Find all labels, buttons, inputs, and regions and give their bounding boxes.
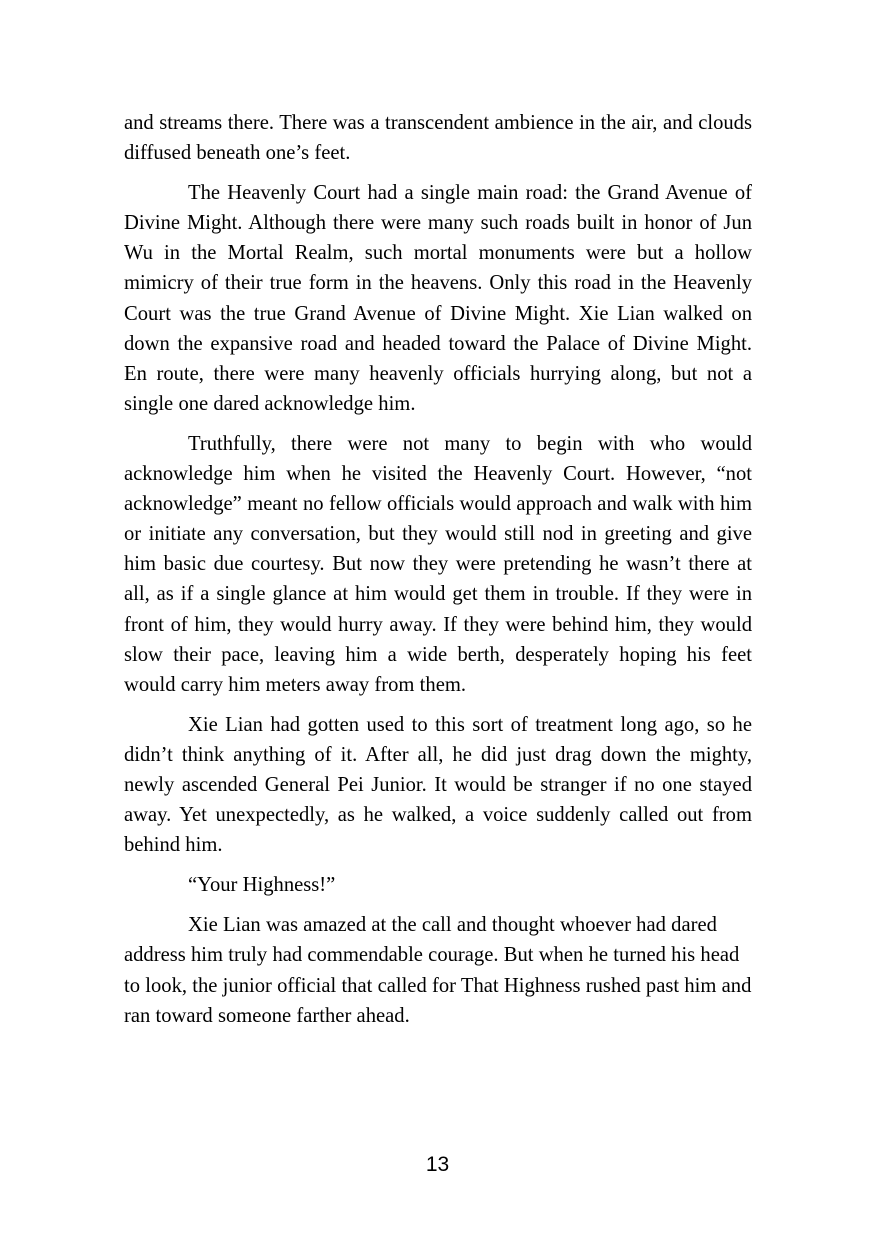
paragraph-amazed-at-the-call: Xie Lian was amazed at the call and thought whoever had dared address him truly had commendable courage. But when he turned his head to look, the junior official that called for That Highness rushed past him and ran toward someone farther ahead.: [124, 914, 752, 1027]
page-body-text: [124, 108, 752, 1031]
paragraph-used-to-treatment: Xie Lian had gotten used to this sort of treatment long ago, so he didn’t think anything of it. After all, he did just drag down the mighty, newly ascended General Pei Junior. It would be stranger if no one stayed away. Yet unexpectedly, as he walked, a voice suddenly called out from behind him.: [124, 713, 752, 857]
paragraph-dialogue-your-highness: “Your Highness!”: [188, 874, 336, 897]
paragraph-heavenly-court: The Heavenly Court had a single main road: the Grand Avenue of Divine Might. Although there were many such roads built in honor of Jun Wu in the Mortal Realm, such mortal monuments were but a hollow mimicry of their true form in the heavens. Only this road in the Heavenly Court was the true Grand Avenue of Divine Might. Xie Lian walked on down the expansive road and headed toward the Palace of Divine Might. En route, there were many heavenly officials hurrying along, but not a single one dared acknowledge him.: [124, 182, 752, 415]
paragraph-truthfully: Truthfully, there were not many to begin with who would acknowledge him when he visited the Heavenly Court. However, “not acknowledge” meant no fellow officials would approach and walk with him or initiate any conversation, but they would still nod in greeting and give him basic due courtesy. But now they were pretending he wasn’t there at all, as if a single glance at him would get them in trouble. If they were in front of him, they would hurry away. If they were behind him, they would slow their pace, leaving him a wide berth, desperately hoping his feet would carry him meters away from them.: [124, 432, 752, 696]
page-number: 13: [425, 1153, 450, 1176]
paragraph-continuation: and streams there. There was a transcendent ambience in the air, and clouds diffused beneath one’s feet.: [124, 112, 752, 165]
